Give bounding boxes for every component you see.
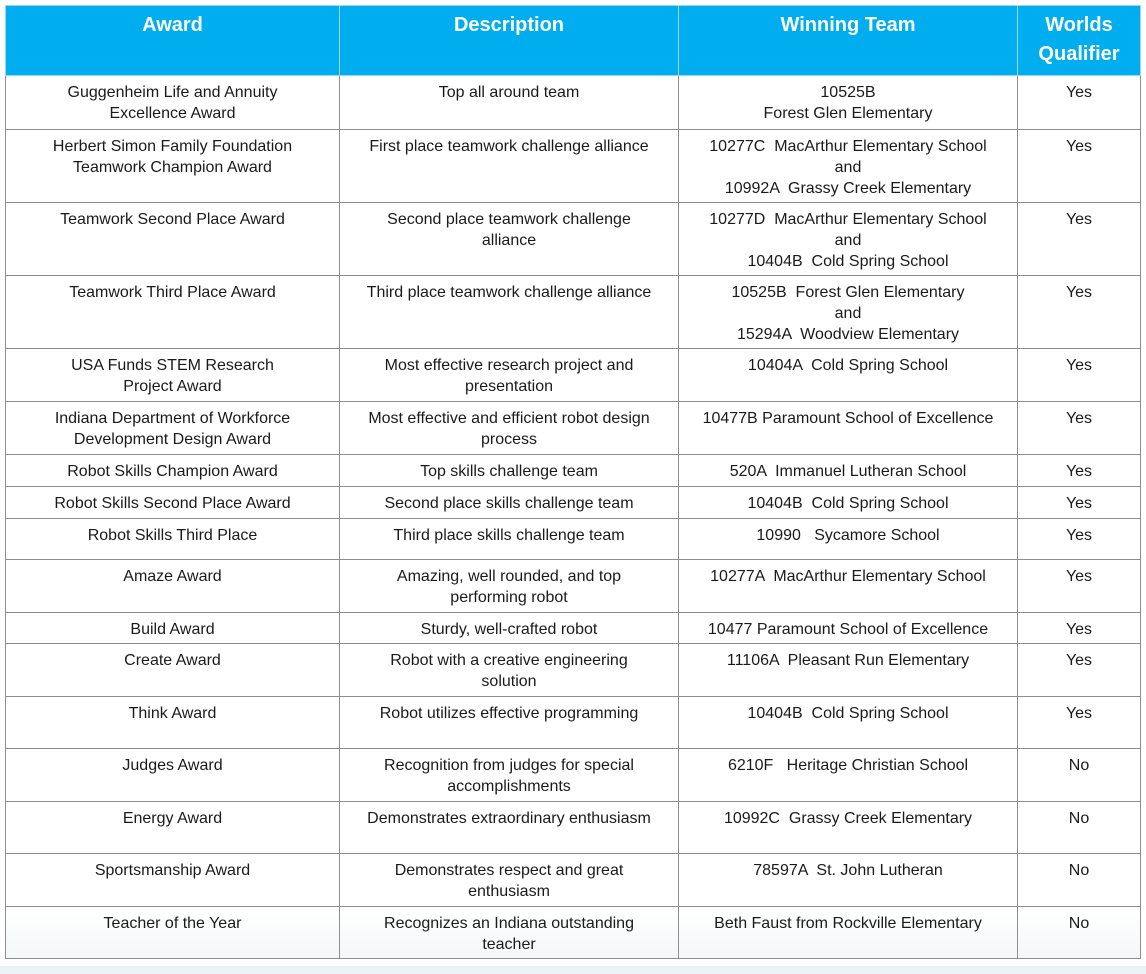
worlds-qualifier-cell: Yes	[1018, 402, 1141, 455]
worlds-qualifier-cell: Yes	[1018, 697, 1141, 749]
winning-team-cell	[679, 76, 1018, 130]
description-cell	[340, 402, 679, 455]
winning-team-cell	[679, 130, 1018, 203]
header-winning-team: Winning Team	[679, 6, 1018, 76]
description-cell-line: Third place teamwork challenge alliance	[366, 284, 652, 301]
winning-team-cell-line: 10992C Grassy Creek Elementary	[723, 810, 973, 827]
table-row	[6, 276, 1141, 349]
award-rows	[6, 76, 1141, 959]
description-cell	[340, 76, 679, 130]
winning-team-cell-line: Beth Faust from Rockville Elementary	[714, 915, 982, 932]
winning-team-cell-line: and	[834, 159, 862, 176]
winning-team-cell	[679, 349, 1018, 402]
award-cell-line: Sportsmanship Award	[94, 862, 251, 879]
description-cell-line: Second place skills challenge team	[384, 495, 634, 512]
table-row	[6, 519, 1141, 560]
worlds-qualifier-cell: Yes	[1018, 487, 1141, 519]
worlds-qualifier-cell: Yes	[1018, 519, 1141, 560]
description-cell-line: Amazing, well rounded, and top	[396, 568, 622, 585]
winning-team-cell-line: Forest Glen Elementary	[763, 105, 933, 122]
awards-table	[5, 5, 1141, 959]
description-cell-line: Demonstrates respect and great	[394, 862, 624, 879]
winning-team-cell-line: 10525B	[820, 84, 876, 101]
winning-team-cell-line: and	[834, 232, 862, 249]
description-cell-line: process	[480, 431, 538, 448]
award-cell-line: Teamwork Champion Award	[73, 159, 272, 176]
award-cell	[6, 203, 340, 276]
description-cell	[340, 455, 679, 487]
award-cell	[6, 560, 340, 613]
description-cell	[340, 519, 679, 560]
description-cell	[340, 854, 679, 907]
worlds-qualifier-cell: Yes	[1018, 644, 1141, 697]
header-description: Description	[340, 6, 679, 76]
worlds-qualifier-cell: No	[1018, 854, 1141, 907]
description-cell-line: Robot with a creative engineering	[390, 652, 628, 669]
worlds-qualifier-cell: No	[1018, 907, 1141, 959]
description-cell-line: Demonstrates extraordinary enthusiasm	[367, 810, 651, 827]
award-cell-line: Think Award	[128, 705, 217, 722]
description-cell-line: Third place skills challenge team	[393, 527, 625, 544]
description-cell-line: alliance	[481, 232, 537, 249]
description-cell-line: Most effective research project and	[384, 357, 634, 374]
description-cell-line: Robot utilizes effective programming	[379, 705, 639, 722]
award-cell	[6, 697, 340, 749]
winning-team-cell-line: 10404B Cold Spring School	[747, 495, 949, 512]
winning-team-cell	[679, 749, 1018, 802]
description-cell	[340, 349, 679, 402]
worlds-qualifier-cell: Yes	[1018, 130, 1141, 203]
award-cell-line: Guggenheim Life and Annuity	[67, 84, 278, 101]
winning-team-cell	[679, 402, 1018, 455]
winning-team-cell	[679, 907, 1018, 959]
worlds-qualifier-cell: Yes	[1018, 349, 1141, 402]
award-cell	[6, 76, 340, 130]
header-row	[6, 6, 1141, 76]
description-cell	[340, 130, 679, 203]
award-cell	[6, 613, 340, 644]
winning-team-cell-line: and	[834, 305, 862, 322]
winning-team-cell-line: 10525B Forest Glen Elementary	[731, 284, 965, 301]
table-row	[6, 455, 1141, 487]
worlds-qualifier-cell: Yes	[1018, 76, 1141, 130]
award-cell-line: Energy Award	[122, 810, 223, 827]
description-cell-line: presentation	[464, 378, 554, 395]
winning-team-cell	[679, 487, 1018, 519]
header-worlds-line-1: Worlds	[1045, 14, 1113, 36]
description-cell-line: solution	[481, 673, 537, 690]
worlds-qualifier-cell: No	[1018, 749, 1141, 802]
table-row	[6, 349, 1141, 402]
award-cell-line: Teamwork Third Place Award	[69, 284, 276, 301]
description-cell-line: performing robot	[450, 589, 568, 606]
table-row	[6, 802, 1141, 854]
table-row	[6, 697, 1141, 749]
description-cell-line: teacher	[482, 936, 536, 953]
winning-team-cell-line: 10477 Paramount School of Excellence	[707, 621, 989, 638]
winning-team-cell	[679, 560, 1018, 613]
header-worlds-line-2: Qualifier	[1038, 43, 1120, 65]
award-cell-line: Amaze Award	[123, 568, 222, 585]
award-cell	[6, 130, 340, 203]
winning-team-cell-line: 10277A MacArthur Elementary School	[710, 568, 986, 585]
description-cell	[340, 907, 679, 959]
award-cell	[6, 455, 340, 487]
worlds-qualifier-cell: Yes	[1018, 203, 1141, 276]
award-cell	[6, 749, 340, 802]
award-cell-line: Judges Award	[122, 757, 223, 774]
description-cell	[340, 749, 679, 802]
award-cell	[6, 487, 340, 519]
award-cell-line: Robot Skills Second Place Award	[54, 495, 291, 512]
description-cell	[340, 802, 679, 854]
header-worlds-qualifier	[1018, 6, 1141, 76]
winning-team-cell-line: 10990 Sycamore School	[756, 527, 940, 544]
winning-team-cell	[679, 519, 1018, 560]
table-row	[6, 130, 1141, 203]
winning-team-cell	[679, 697, 1018, 749]
winning-team-cell-line: 10477B Paramount School of Excellence	[702, 410, 994, 427]
table-row	[6, 487, 1141, 519]
winning-team-cell-line: 10992A Grassy Creek Elementary	[724, 180, 972, 197]
winning-team-cell	[679, 455, 1018, 487]
award-cell-line: Robot Skills Third Place	[87, 527, 258, 544]
winning-team-cell-line: 10277D MacArthur Elementary School	[709, 211, 987, 228]
award-cell	[6, 402, 340, 455]
winning-team-cell-line: 10404B Cold Spring School	[747, 253, 949, 270]
table-row	[6, 402, 1141, 455]
award-cell-line: Excellence Award	[109, 105, 236, 122]
award-cell	[6, 519, 340, 560]
description-cell-line: First place teamwork challenge alliance	[369, 138, 649, 155]
award-cell-line: Herbert Simon Family Foundation	[52, 138, 293, 155]
description-cell-line: enthusiasm	[468, 883, 550, 900]
description-cell	[340, 203, 679, 276]
page-footer-band	[0, 966, 1146, 974]
award-cell-line: Build Award	[130, 621, 215, 638]
winning-team-cell-line: 10277C MacArthur Elementary School	[709, 138, 987, 155]
description-cell	[340, 487, 679, 519]
table-row	[6, 613, 1141, 644]
table-row	[6, 854, 1141, 907]
winning-team-cell	[679, 644, 1018, 697]
description-cell-line: accomplishments	[447, 778, 571, 795]
worlds-qualifier-cell: No	[1018, 802, 1141, 854]
table-row	[6, 76, 1141, 130]
description-cell	[340, 560, 679, 613]
winning-team-cell	[679, 276, 1018, 349]
worlds-qualifier-cell: Yes	[1018, 276, 1141, 349]
award-cell-line: Teamwork Second Place Award	[60, 211, 285, 228]
award-cell-line: Create Award	[124, 652, 221, 669]
description-cell-line: Recognizes an Indiana outstanding	[384, 915, 634, 932]
description-cell-line: Top all around team	[438, 84, 580, 101]
description-cell-line: Recognition from judges for special	[384, 757, 634, 774]
winning-team-cell-line: 10404B Cold Spring School	[747, 705, 949, 722]
description-cell-line: Top skills challenge team	[420, 463, 598, 480]
description-cell	[340, 276, 679, 349]
award-cell-line: Robot Skills Champion Award	[67, 463, 278, 480]
winning-team-cell-line: 11106A Pleasant Run Elementary	[726, 652, 970, 669]
table-row	[6, 907, 1141, 959]
winning-team-cell	[679, 854, 1018, 907]
award-cell	[6, 854, 340, 907]
table-row	[6, 203, 1141, 276]
winning-team-cell-line: 10404A Cold Spring School	[747, 357, 949, 374]
description-cell	[340, 644, 679, 697]
winning-team-cell	[679, 613, 1018, 644]
table-row	[6, 749, 1141, 802]
description-cell	[340, 613, 679, 644]
award-cell	[6, 802, 340, 854]
description-cell-line: Sturdy, well-crafted robot	[420, 621, 598, 638]
header-award: Award	[6, 6, 340, 76]
winning-team-cell-line: 78597A St. John Lutheran	[753, 862, 943, 879]
table-row	[6, 560, 1141, 613]
award-cell-line: USA Funds STEM Research	[71, 357, 274, 374]
table-row	[6, 644, 1141, 697]
description-cell-line: Most effective and efficient robot design	[368, 410, 650, 427]
winning-team-cell	[679, 802, 1018, 854]
winning-team-cell-line: 15294A Woodview Elementary	[736, 326, 960, 343]
award-cell	[6, 276, 340, 349]
award-cell-line: Project Award	[123, 378, 222, 395]
winning-team-cell-line: 6210F Heritage Christian School	[727, 757, 969, 774]
winning-team-cell	[679, 203, 1018, 276]
winning-team-cell-line: 520A Immanuel Lutheran School	[729, 463, 967, 480]
description-cell	[340, 697, 679, 749]
description-cell-line: Second place teamwork challenge	[387, 211, 631, 228]
worlds-qualifier-cell: Yes	[1018, 455, 1141, 487]
award-cell	[6, 349, 340, 402]
award-cell-line: Teacher of the Year	[103, 915, 242, 932]
award-cell-line: Development Design Award	[73, 431, 272, 448]
award-cell-line: Indiana Department of Workforce	[54, 410, 291, 427]
award-cell	[6, 907, 340, 959]
worlds-qualifier-cell: Yes	[1018, 560, 1141, 613]
award-cell	[6, 644, 340, 697]
worlds-qualifier-cell: Yes	[1018, 613, 1141, 644]
